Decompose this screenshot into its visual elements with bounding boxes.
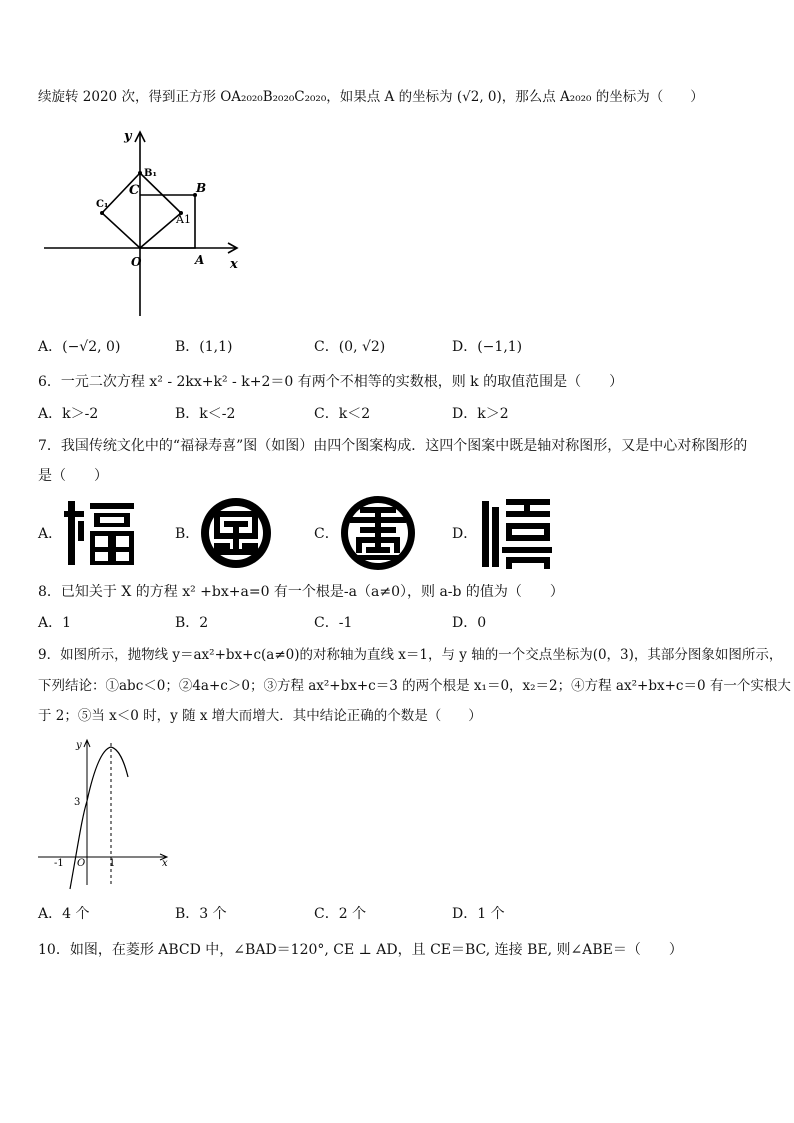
q8-option-b: B．2 (175, 615, 209, 631)
q5-stem: 续旋转 2020 次，得到正方形 OA₂₀₂₀B₂₀₂₀C₂₀₂₀，如果点 A 的坐标为 (√2, 0)，那么点 A₂₀₂₀ 的坐标为（ ） (38, 89, 704, 105)
q10-stem: 10．如图，在菱形 ABCD 中，∠BAD＝120°, CE ⊥ AD，且 CE＝BC, 连接 BE, 则∠ABE＝（ ） (38, 942, 683, 958)
q8-option-c: C．-1 (314, 615, 353, 631)
q9-fig-3: 3 (74, 797, 81, 808)
q7-shou-emblem-icon (340, 495, 416, 571)
q5-fig-c: C (129, 183, 140, 198)
q5-option-a: A．(−√2, 0) (38, 339, 121, 355)
q7-option-b-label: B． (175, 526, 200, 542)
q5-option-c: C．(0, √2) (314, 339, 386, 355)
q9-fig-x: x (162, 858, 168, 869)
q9-parabola-figure (36, 735, 176, 895)
q7-lu-emblem-icon (200, 497, 272, 569)
q6-option-c: C．k＜2 (314, 406, 371, 422)
q9-fig-y: y (76, 740, 82, 751)
q5-fig-a1: A1 (176, 213, 191, 226)
q6-option-a: A．k＞-2 (38, 406, 99, 422)
q5-fig-o: O (131, 255, 142, 269)
q7-xi-emblem-icon (478, 495, 554, 571)
q5-option-d: D．(−1,1) (452, 339, 523, 355)
q7-stem-line1: 7．我国传统文化中的“福禄寿喜”图（如图）由四个图案构成．这四个图案中既是轴对称图形，又是中心对称图形的 (38, 438, 748, 454)
q5-fig-b: B (196, 181, 207, 195)
q9-fig-1: 1 (109, 858, 116, 869)
q6-option-b: B．k＜-2 (175, 406, 236, 422)
q5-fig-a: A (195, 253, 205, 267)
q5-figure (38, 126, 248, 321)
q9-fig-neg1: -1 (54, 858, 64, 869)
q9-option-a: A．4 个 (38, 906, 90, 922)
q7-stem-line2: 是（ ） (38, 468, 108, 484)
q5-fig-c1: C₁ (96, 199, 109, 210)
q9-line2: 下列结论：①abc＜0；②4a+c＞0；③方程 ax²+bx+c＝3 的两个根是 x₁＝0，x₂＝2；④方程 ax²+bx+c＝0 有一个实根大 (38, 678, 791, 694)
q7-fu-emblem-icon (64, 497, 140, 569)
q6-stem: 6．一元二次方程 x² - 2kx+k² - k+2＝0 有两个不相等的实数根，则 k 的取值范围是（ ） (38, 374, 624, 390)
q9-option-d: D．1 个 (452, 906, 505, 922)
q5-fig-b1: B₁ (144, 168, 157, 179)
q5-fig-x: x (230, 257, 238, 272)
q9-line3: 于 2；⑤当 x＜0 时，y 随 x 增大而增大．其中结论正确的个数是（ ） (38, 708, 482, 724)
q5-option-b: B．(1,1) (175, 339, 233, 355)
q8-option-a: A．1 (38, 615, 72, 631)
q8-option-d: D．0 (452, 615, 487, 631)
q7-option-c-label: C． (314, 526, 339, 542)
q5-fig-y: y (124, 129, 132, 144)
q9-option-b: B．3 个 (175, 906, 227, 922)
q9-fig-o: O (77, 858, 86, 869)
q6-option-d: D．k＞2 (452, 406, 509, 422)
q9-option-c: C．2 个 (314, 906, 367, 922)
q9-line1: 9．如图所示，抛物线 y＝ax²+bx+c(a≠0)的对称轴为直线 x＝1，与 y 轴的一个交点坐标为(0，3)，其部分图象如图所示， (38, 647, 783, 663)
q7-option-a-label: A． (38, 526, 63, 542)
q7-option-d-label: D． (452, 526, 478, 542)
q8-stem: 8．已知关于 X 的方程 x² +bx+a=0 有一个根是-a（a≠0），则 a-b 的值为（ ） (38, 584, 564, 600)
